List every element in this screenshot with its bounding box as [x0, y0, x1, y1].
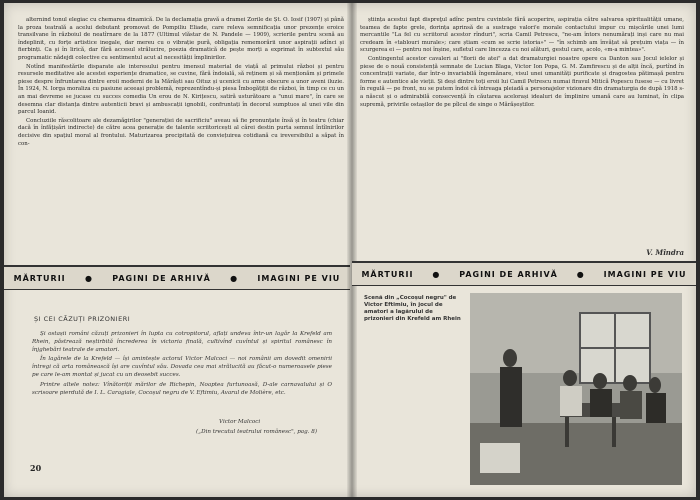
band-label-marturii: MĂRTURII [361, 269, 414, 279]
stage-photo [470, 293, 682, 485]
attribution-name: Victor Malcoci [219, 419, 261, 425]
quote-block [32, 331, 332, 399]
book-spread [4, 3, 696, 497]
section-band-right [352, 261, 696, 286]
right-paragraph-2: Contingentul acestor cavaleri ai "florii de atei" a dat dramaturgiei noastre opere ca Danton sau Jocul ielelor și piese de o nouă consistență semnate de Lucian Blaga, Victor Ion Popa, G. M. Zamfirescu și de alții încă, purtînd în concentrații variate, dar într-o invariabilă îngemănare, visul unei umanități purificate și dragostea pătimașă pentru forme e autentice ale vieții. Și deși dintre toți eroii lui Camil Petrescu numai firavul Mitică Popescu fusese — cu livret în regulă — pe front, nu se putem îndoi că întreaga pleiadă a personajelor vizionare din dramaturgia de după 1918 s-a născut și o admirabilă consecvență în căutarea acelorași idealuri de împlinire umană care au luminat, în clipa supremă, privirile ostașilor de pe pîlcul de singe o Mărășeștilor. [360, 55, 684, 108]
right-article-text [360, 17, 684, 247]
bullet-dot-icon: ● [576, 269, 585, 279]
sub-heading: ȘI CEI CĂZUȚI PRIZONIERI [34, 315, 131, 323]
attribution-source: („Din trecutul teatrului românesc", pag. 8) [196, 429, 318, 435]
band-label-marturii: MĂRTURII [13, 273, 66, 283]
right-paragraph-1: știința acestui fapt dispreţul adînc pentru cuvintele fără acoperire, aspirația către salvarea spiritualității umane, teamea de fapte grele, dorința aprinsă de a sustrage valori'e morale contactului impur cu mișcările unei lumi mercantile "La fel cu scriitorul acestor rînduri", scria Camil Petrescu, "ne-am întors nenumărați inși care nu mai credeam în «tablouri murale»; care știam «cum se scrie istoria»" — "în schimb am învățat să prețuim viața — în scurgerea ei — pentru noi înșine, sufletul care lincezza cu noi alături, gestul care, acolo, «m-a mintea»". [360, 17, 684, 54]
quote-paragraph-2: În lagărele de la Krefeld — își amintește actorul Victor Malcoci — noi românii am dovedit omenirii întregi că arta românească își are cuvîntul său. Dovada cea mai strălucită au făcut-o numeroasele piese pe care le-am montat și jucat cu un deosebit succes. [32, 356, 332, 378]
quote-paragraph-1: Și ostașii români căzuți prizonieri în lupta cu cotropitorul, aflați undeva într-un lagăr la Krefeld am Rhein, păstrează neștirbită încrederea în victoria finală, cultivînd cuvîntul și spiritul românesc în înjghebări teatrale de amatori. [32, 331, 332, 353]
photo-caption: Scenă din „Cocoșul negru" de Victor Eftimiu, în jocul de amatori a lagărului de prizonieri din Krefeld am Rhein [364, 295, 461, 322]
right-page [352, 3, 696, 497]
left-page [4, 3, 350, 497]
bullet-dot-icon: ● [84, 273, 93, 283]
quote-paragraph-3: Printre altele notez: Vînătoriții mărilor de Richepin, Noaptea furtunoasă, D-ale carnavalului și O scrisoare pierdută de I. L. Caragiale, Cocoșul negru de V. Eftimiu, Avarul de Molière, etc. [32, 381, 332, 396]
band-label-imagini: IMAGINI PE VIU [257, 273, 341, 283]
band-label-imagini: IMAGINI PE VIU [603, 269, 687, 279]
section-band-left [4, 265, 350, 290]
band-label-arhiva: PAGINI DE ARHIVĂ [112, 273, 211, 283]
author-signature: V. Mîndra [646, 248, 684, 257]
left-paragraph-2: Notînd manifestările disparate ale interesului pentru imensul material de viață al primului război și pentru resursele meditative ale acestei experiențe dramatice, se cuvine, fără îndoială, să reținem și să menționăm și primele piese despre înfruntarea dintre eroii moderni de la Mărăști sau Oituz și ucenicii cu arme obscure a unor aveni iluzie. În 1924, N. Iorga moraliza cu pasiune aceeași problemă, reprezentîndu-și piesa Îmbogățiții de război, în timp ce cu un an mai devreme se jucase cu succes comedia Un erou de N. Kirițescu, satiră usturătoare a "unui mare", în care se desemna clar distanța dintre autenticii bravi și ambuscații ignobili, confruntați în decorul sumptuos al unei vile din parcul Ioanid. [18, 63, 344, 116]
left-paragraph-1: alternind tonul elegiac cu chemarea dinamică. De la declamația gravă a dramei Zorile de Șt. O. Iosif (1907) și până la proza teatrală a acelui debutant promovat de Pompiliu Eliade, care releva semnificația unor prezențe eroice transilvane în războiul de neatîrnare de la 1877 (Ultimul vlăstar de N. Pandele — 1909), scrierile pentru scenă au îndeplinit, cu forțe artistice inegale, dar mereu cu o vibrație pură, obligația rememorării unor aspirații adînci și fierbinți. Ca și în lirică, dar fără accesul strălucire, poezia dramatică de pește morți a exprimat în subtextul său programatic nădejdi colective cu sentimentul acut al necesității împlinirilor. [18, 17, 344, 61]
left-article-text [18, 17, 344, 257]
bullet-dot-icon: ● [230, 273, 239, 283]
band-label-arhiva: PAGINI DE ARHIVĂ [459, 269, 558, 279]
stage-photo-image [470, 293, 682, 485]
left-paragraph-3: Concluziile răscolitoare ale dezamăgirilor "generației de sacrificiu" aveau să fie pronunțate însă și în teatru (chiar dacă în înfățișări indirecte) de către acea generație de talente scriitoricești al cărei destin purta semnul întîlnirilor decisive din spațiul moral al frontului. Maturizarea precipitată de conviețuirea cotidiană cu ireversibilul a săpat în con- [18, 117, 344, 147]
bullet-dot-icon: ● [432, 269, 441, 279]
page-number: 20 [30, 463, 42, 473]
